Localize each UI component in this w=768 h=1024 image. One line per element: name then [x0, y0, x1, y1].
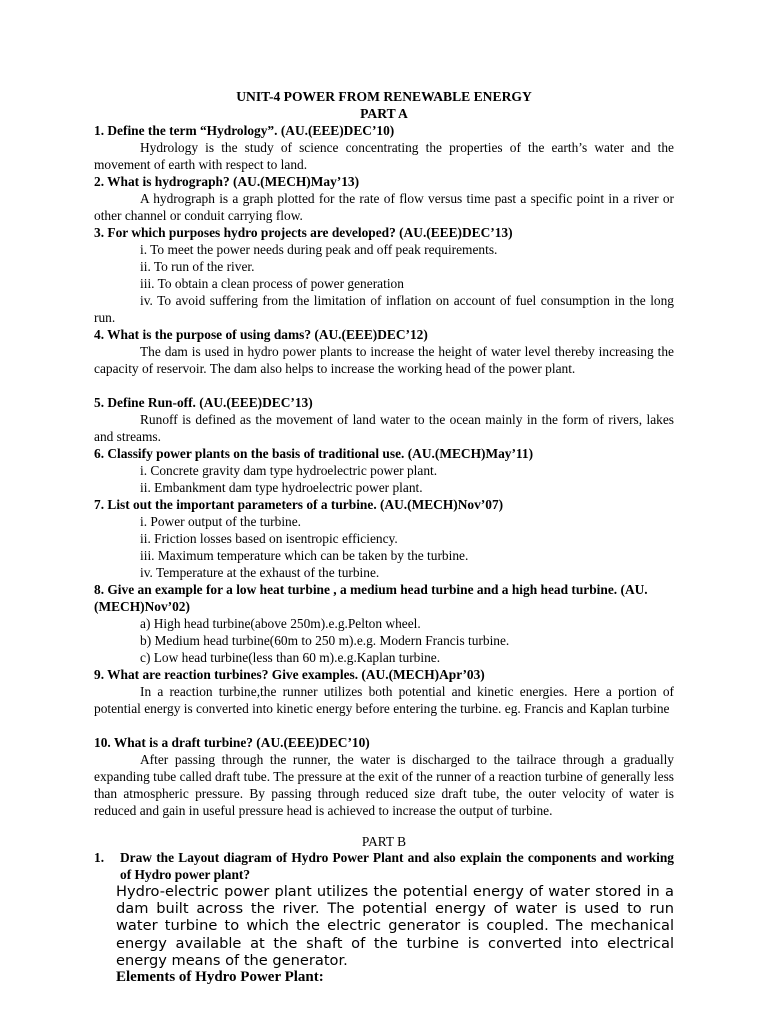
- elements-heading-colon: :: [318, 969, 324, 985]
- part-b-heading: PART B: [361, 834, 407, 849]
- list-item: c) Low head turbine(less than 60 m).e.g.Kaplan turbine.: [140, 650, 441, 665]
- list-item: a) High head turbine(above 250m).e.g.Pelton wheel.: [140, 616, 421, 631]
- question-8: 8. Give an example for a low heat turbine , a medium head turbine and a high head turbine. (AU.(MECH)Nov’02): [94, 582, 648, 614]
- part-b-question: [94, 849, 674, 883]
- answer-1: Hydrology is the study of science concentrating the properties of the earth’s water and the movement of earth with respect to land.: [94, 140, 674, 172]
- answer-4: The dam is used in hydro power plants to increase the height of water level thereby increasing the capacity of reservoir. The dam also helps to increase the working head of the power plant.: [94, 344, 674, 376]
- list-item: i. Concrete gravity dam type hydroelectric power plant.: [140, 463, 438, 478]
- part-b-question-text: Draw the Layout diagram of Hydro Power Plant and also explain the components and working of Hydro power plant?: [120, 850, 674, 882]
- question-9: 9. What are reaction turbines? Give examples. (AU.(MECH)Apr’03): [94, 667, 485, 682]
- question-10: 10. What is a draft turbine? (AU.(EEE)DEC’10): [94, 735, 370, 750]
- question-4: 4. What is the purpose of using dams? (AU.(EEE)DEC’12): [94, 327, 428, 342]
- list-item: ii. To run of the river.: [140, 259, 255, 274]
- list-item: i. To meet the power needs during peak and off peak requirements.: [140, 242, 498, 257]
- part-b-question-number: 1.: [94, 850, 105, 865]
- answer-2: A hydrograph is a graph plotted for the rate of flow versus time past a specific point in a river or other channel or conduit carrying flow.: [94, 191, 674, 223]
- question-3: 3. For which purposes hydro projects are developed? (AU.(EEE)DEC’13): [94, 225, 513, 240]
- part-b-answer: Hydro-electric power plant utilizes the potential energy of water stored in a dam built across the river. The potential energy of water is used to run water turbine to which the electric generator is coupled. The mechanical energy available at the shaft of the turbine is converted into electrical energy means of the generator.: [116, 883, 674, 969]
- question-2: 2. What is hydrograph? (AU.(MECH)May’13): [94, 174, 360, 189]
- list-item: ii. Embankment dam type hydroelectric power plant.: [140, 480, 423, 495]
- elements-heading-text: Elements of Hydro Power Plant: [116, 969, 319, 985]
- answer-10: After passing through the runner, the water is discharged to the tailrace through a gradually expanding tube called draft tube. The pressure at the exit of the runner of a reaction turbine of generally less than atmospheric pressure. By passing through reduced size draft tube, the outer velocity of water is reduced and gain in useful pressure head is achieved to increase the output of turbine.: [94, 752, 674, 818]
- list-item: iii. Maximum temperature which can be taken by the turbine.: [140, 548, 469, 563]
- list-item: iv. To avoid suffering from the limitation of inflation on account of fuel consumption in the long run.: [94, 293, 674, 325]
- question-6: 6. Classify power plants on the basis of traditional use. (AU.(MECH)May’11): [94, 446, 534, 461]
- elements-heading: [116, 968, 674, 986]
- answer-9: In a reaction turbine,the runner utilizes both potential and kinetic energies. Here a portion of potential energy is converted into kinetic energy before entering the turbine. eg. Francis and Kaplan turbine: [94, 684, 674, 716]
- question-7: 7. List out the important parameters of a turbine. (AU.(MECH)Nov’07): [94, 497, 504, 512]
- question-1: 1. Define the term “Hydrology”. (AU.(EEE)DEC’10): [94, 123, 395, 138]
- list-item: iii. To obtain a clean process of power generation: [140, 276, 404, 291]
- answer-5: Runoff is defined as the movement of land water to the ocean mainly in the form of rivers, lakes and streams.: [94, 412, 674, 444]
- part-a-heading: PART A: [360, 106, 408, 121]
- question-5: 5. Define Run-off. (AU.(EEE)DEC’13): [94, 395, 313, 410]
- list-item: b) Medium head turbine(60m to 250 m).e.g. Modern Francis turbine.: [140, 633, 510, 648]
- unit-title: UNIT-4 POWER FROM RENEWABLE ENERGY: [236, 89, 532, 104]
- list-item: i. Power output of the turbine.: [140, 514, 302, 529]
- list-item: iv. Temperature at the exhaust of the turbine.: [140, 565, 380, 580]
- list-item: ii. Friction losses based on isentropic efficiency.: [140, 531, 398, 546]
